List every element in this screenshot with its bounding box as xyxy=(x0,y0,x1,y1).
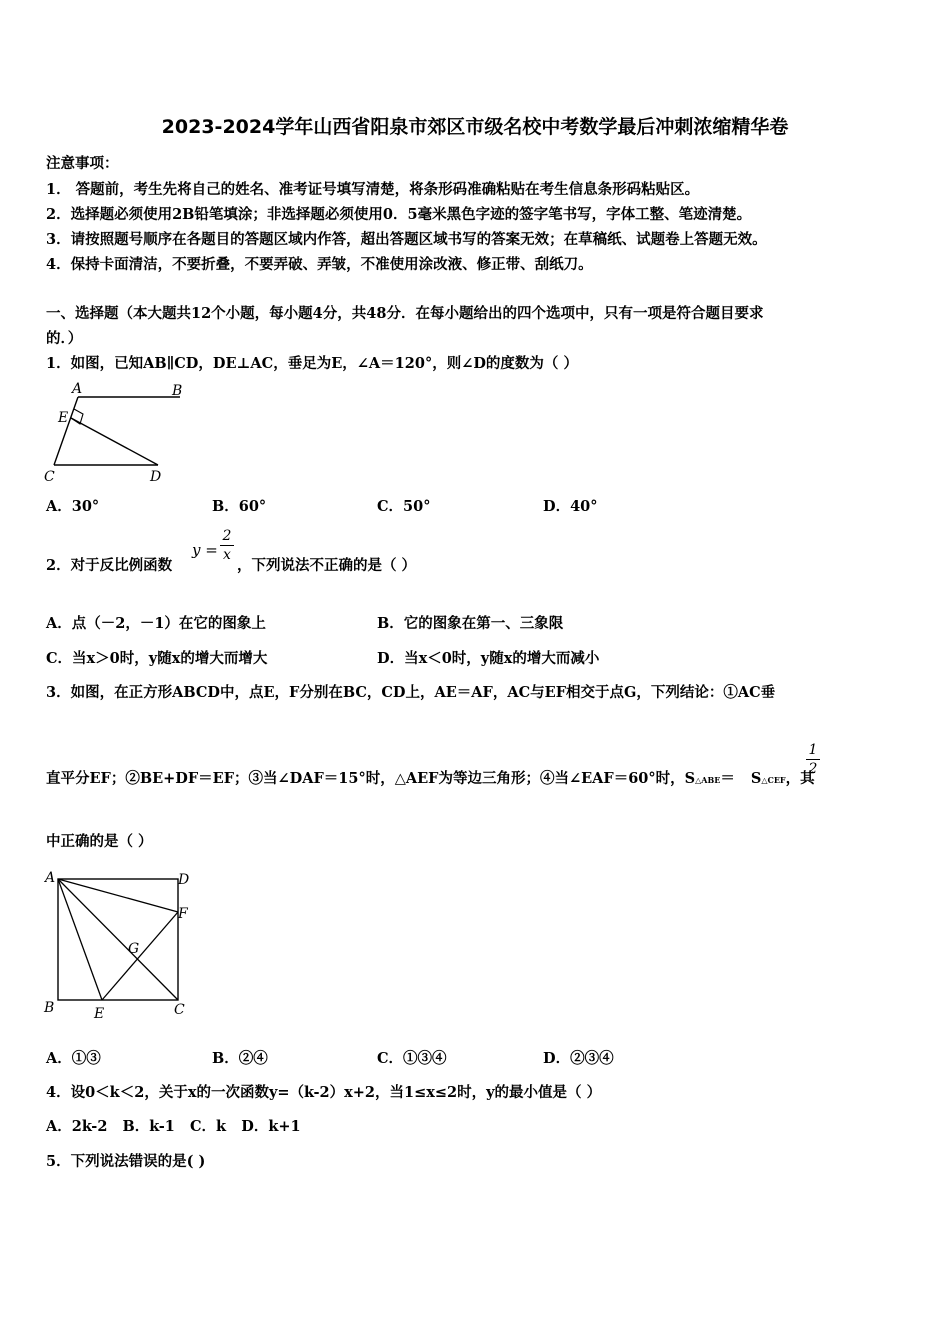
q3-fraction-bar xyxy=(806,759,820,760)
q2-fraction-lhs: y = xyxy=(192,541,218,559)
q3-label-a: A xyxy=(45,870,56,886)
q1-option-a[interactable]: A．30° xyxy=(46,498,100,515)
q3-line-af xyxy=(58,879,178,912)
notice-item-4: 4．保持卡面清洁，不要折叠，不要弄破、弄皱，不准使用涂改液、修正带、刮纸刀。 xyxy=(46,256,593,273)
q3-label-c: C xyxy=(174,1002,185,1018)
q3-label-b: B xyxy=(44,1000,55,1016)
q1-stem: 1．如图，已知AB∥CD，DE⊥AC，垂足为E，∠A＝120°，则∠D的度数为（ ） xyxy=(46,355,578,372)
q3-fraction-numerator: 1 xyxy=(808,742,818,758)
q1-option-c[interactable]: C．50° xyxy=(377,498,431,515)
q3-line2-end: ，其 xyxy=(785,770,815,787)
q1-label-c: C xyxy=(44,469,55,485)
q3-fraction-denominator: 2 xyxy=(808,761,818,777)
q2-stem-before: 2．对于反比例函数 xyxy=(46,557,173,574)
notice-item-2: 2．选择题必须使用2B铅笔填涂；非选择题必须使用0．5毫米黑色字迹的签字笔书写，字体工整、笔迹清楚。 xyxy=(46,206,752,223)
q3-equals: ＝ xyxy=(720,770,735,787)
page-title: 2023-2024学年山西省阳泉市郊区市级名校中考数学最后冲刺浓缩精华卷 xyxy=(161,116,789,138)
q1-label-d: D xyxy=(150,469,162,485)
q3-label-d: D xyxy=(178,872,190,888)
q5-stem: 5．下列说法错误的是( ) xyxy=(46,1153,206,1170)
q3-option-d[interactable]: D．②③④ xyxy=(543,1050,614,1067)
q1-figure xyxy=(40,380,200,486)
q2-stem-after: ，下列说法不正确的是（ ） xyxy=(237,557,417,574)
q2-option-b[interactable]: B．它的图象在第一、三象限 xyxy=(377,615,564,632)
q3-label-g: G xyxy=(128,941,140,957)
q1-line-ac xyxy=(54,397,78,465)
q1-option-d[interactable]: D．40° xyxy=(543,498,598,515)
q3-option-c[interactable]: C．①③④ xyxy=(377,1050,447,1067)
notice-heading: 注意事项： xyxy=(46,155,119,172)
q1-label-a: A xyxy=(72,381,83,397)
q2-option-a[interactable]: A．点（－2，－1）在它的图象上 xyxy=(46,615,266,632)
notice-item-1: 1． 答题前，考生先将自己的姓名、准考证号填写清楚，将条形码准确粘贴在考生信息条形码粘贴区。 xyxy=(46,181,700,198)
q2-fraction-denominator: x xyxy=(223,547,231,563)
q3-line2-text: 直平分EF；②BE+DF＝EF；③当∠DAF＝15°时，△AEF为等边三角形；④当∠EAF＝60°时，S xyxy=(46,770,696,787)
q3-line1: 3．如图，在正方形ABCD中，点E，F分别在BC，CD上，AE＝AF，AC与EF相交于点G，下列结论：①AC垂 xyxy=(46,684,776,701)
q2-option-c[interactable]: C．当x＞0时，y随x的增大而增大 xyxy=(46,650,268,667)
q3-sub-abe: △ABE xyxy=(695,775,721,785)
q4-options[interactable]: A．2k-2 B．k-1 C．k D．k+1 xyxy=(46,1118,301,1135)
q3-label-f: F xyxy=(178,906,188,922)
q3-s-cef: S xyxy=(750,770,762,787)
q3-line-ef xyxy=(102,912,178,1000)
q3-fraction xyxy=(806,742,820,777)
q2-fraction-bar xyxy=(220,545,234,546)
q2-option-d[interactable]: D．当x＜0时，y随x的增大而减小 xyxy=(377,650,600,667)
q2-fraction xyxy=(220,528,234,563)
q3-label-e: E xyxy=(94,1006,105,1022)
q2-fraction-numerator: 2 xyxy=(222,528,232,544)
q3-line3: 中正确的是（ ） xyxy=(46,833,153,850)
q3-option-b[interactable]: B．②④ xyxy=(212,1050,268,1067)
q3-line-ae xyxy=(58,879,102,1000)
section-heading-line1: 一、选择题（本大题共12个小题，每小题4分，共48分．在每小题给出的四个选项中，只有一项是符合题目要求 xyxy=(46,305,764,322)
q1-option-b[interactable]: B．60° xyxy=(212,498,267,515)
notice-item-3: 3．请按照题号顺序在各题目的答题区域内作答，超出答题区域书写的答案无效；在草稿纸、试题卷上答题无效。 xyxy=(46,231,767,248)
q3-line2 xyxy=(46,767,815,788)
q3-option-a[interactable]: A．①③ xyxy=(46,1050,101,1067)
q4-stem: 4．设0＜k＜2，关于x的一次函数y=（k-2）x+2，当1≤x≤2时，y的最小值是（ ） xyxy=(46,1084,602,1101)
section-heading-line2: 的．） xyxy=(46,330,83,347)
q1-label-e: E xyxy=(58,410,69,426)
q3-figure xyxy=(40,866,200,1026)
q1-label-b: B xyxy=(172,383,183,399)
q3-sub-cef: △CEF xyxy=(761,775,786,785)
q1-line-de xyxy=(71,418,158,465)
